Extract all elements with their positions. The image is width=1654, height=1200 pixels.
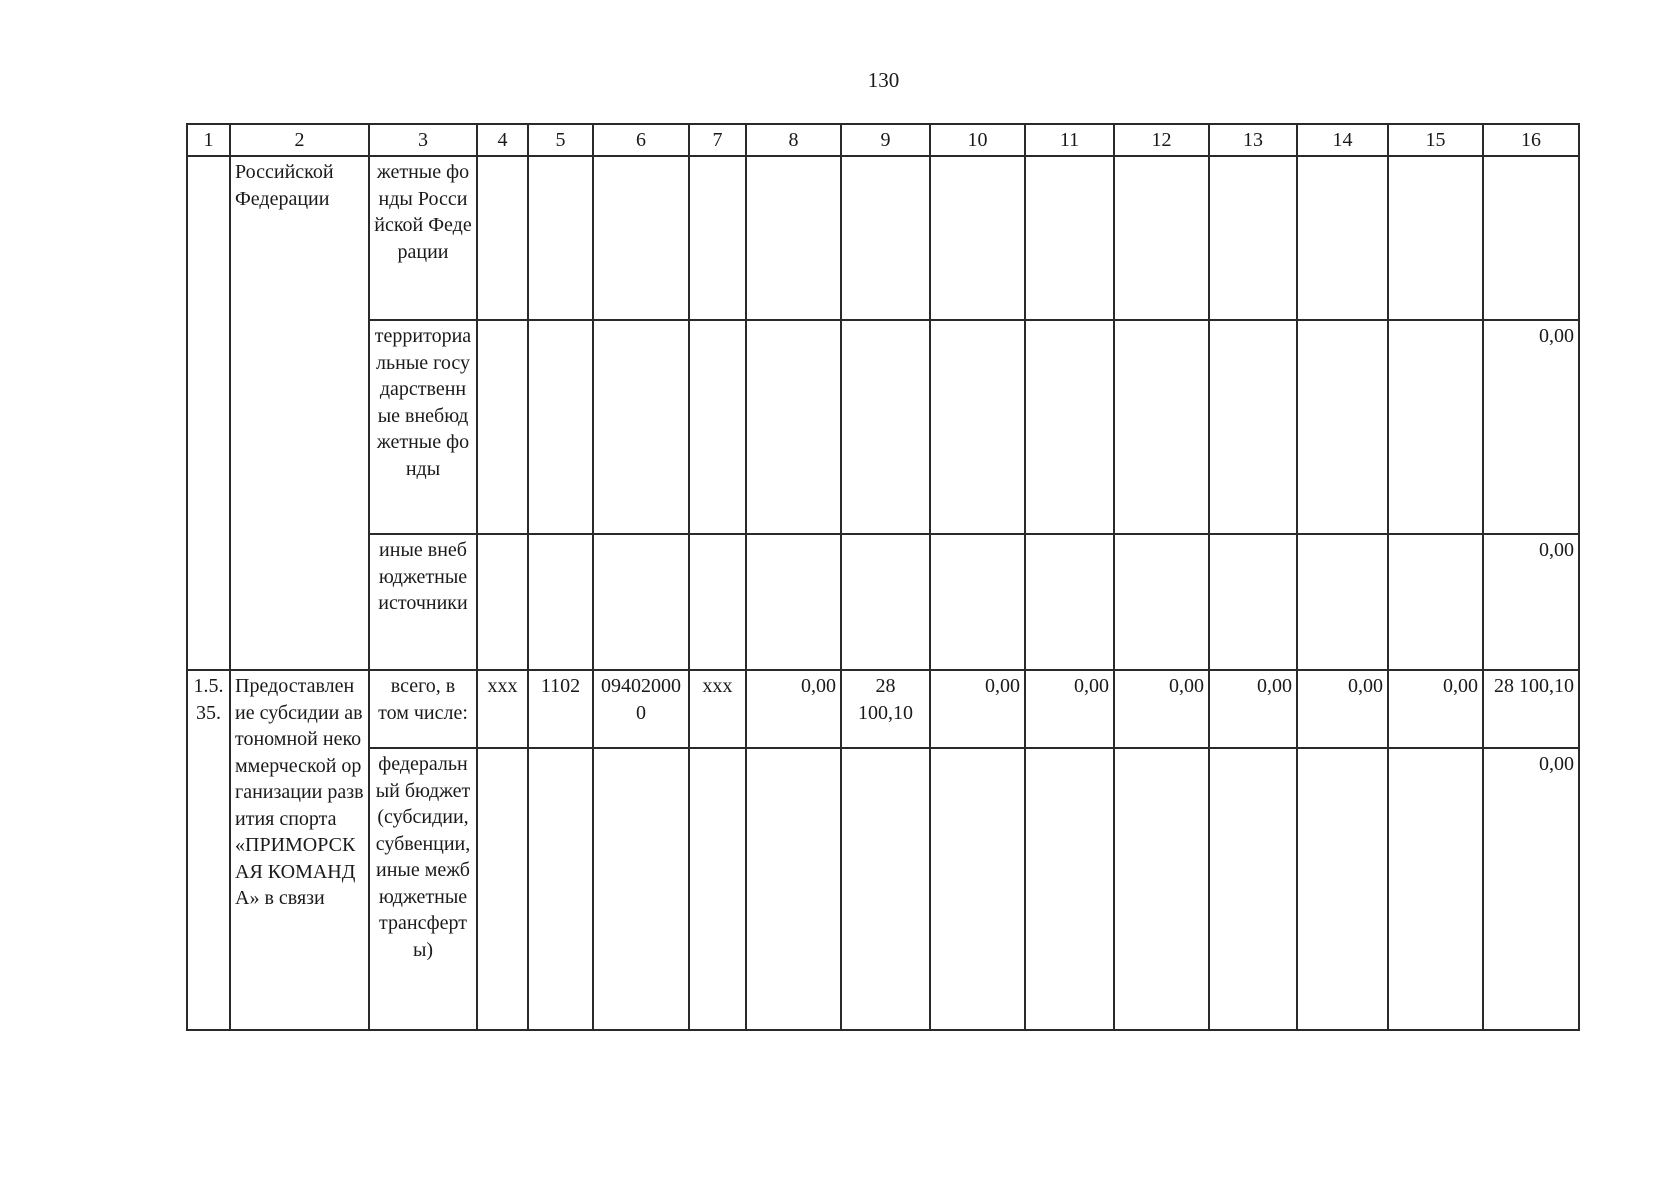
table-row [187, 748, 1579, 1030]
header-cell-5: 5 [528, 124, 593, 156]
header-cell-13: 13 [1209, 124, 1297, 156]
cell [689, 534, 746, 670]
cell [841, 320, 930, 534]
cell [1209, 320, 1297, 534]
header-cell-15: 15 [1388, 124, 1483, 156]
header-cell-14: 14 [1297, 124, 1388, 156]
cell [1388, 534, 1483, 670]
cell [1209, 156, 1297, 320]
header-cell-10: 10 [930, 124, 1025, 156]
header-cell-3: 3 [369, 124, 477, 156]
cell [1114, 156, 1209, 320]
header-cell-12: 12 [1114, 124, 1209, 156]
amount-cell: 0,00 [1114, 670, 1209, 748]
funding-source-cell: федеральный бюджет (субсидии, субвенции, иные межбюджетные трансферты) [369, 748, 477, 1030]
cell [477, 320, 528, 534]
total-cell: 28 100,10 [1483, 670, 1579, 748]
cell [746, 320, 841, 534]
cell [930, 748, 1025, 1030]
header-cell-1: 1 [187, 124, 230, 156]
cell [930, 320, 1025, 534]
cell [593, 748, 689, 1030]
cell [746, 534, 841, 670]
funding-source-cell: всего, в том числе: [369, 670, 477, 748]
cell [1297, 156, 1388, 320]
cell [689, 748, 746, 1030]
code-cell: 094020000 [593, 670, 689, 748]
cell [1025, 534, 1114, 670]
code-cell: xxx [477, 670, 528, 748]
header-cell-11: 11 [1025, 124, 1114, 156]
cell [1025, 156, 1114, 320]
amount-cell: 0,00 [1388, 670, 1483, 748]
cell [1297, 320, 1388, 534]
cell [593, 320, 689, 534]
header-cell-7: 7 [689, 124, 746, 156]
cell [930, 534, 1025, 670]
cell [930, 156, 1025, 320]
table-row [187, 320, 1579, 534]
cell [1388, 748, 1483, 1030]
budget-table [186, 123, 1580, 1031]
table-row [187, 156, 1579, 320]
cell [477, 534, 528, 670]
cell [1297, 534, 1388, 670]
header-cell-16: 16 [1483, 124, 1579, 156]
cell [528, 748, 593, 1030]
cell [1114, 320, 1209, 534]
cell [1388, 156, 1483, 320]
cell [1388, 320, 1483, 534]
funding-source-cell: жетные фонды Российской Федерации [369, 156, 477, 320]
total-cell: 0,00 [1483, 748, 1579, 1030]
code-cell: 1102 [528, 670, 593, 748]
funding-source-cell: территориальные государственные внебюджетные фонды [369, 320, 477, 534]
cell [593, 534, 689, 670]
cell [593, 156, 689, 320]
cell [1297, 748, 1388, 1030]
cell [689, 320, 746, 534]
cell [841, 534, 930, 670]
total-cell: 0,00 [1483, 320, 1579, 534]
total-cell: 0,00 [1483, 534, 1579, 670]
cell [1114, 534, 1209, 670]
amount-cell: 0,00 [1297, 670, 1388, 748]
table-row [187, 670, 1579, 748]
cell [689, 156, 746, 320]
row-number-cell: 1.5.35. [187, 670, 230, 1030]
amount-cell: 0,00 [930, 670, 1025, 748]
cell [477, 748, 528, 1030]
row-number-cell [187, 156, 230, 670]
amount-cell: 0,00 [746, 670, 841, 748]
header-cell-2: 2 [230, 124, 369, 156]
item-name-cell: Предоставление субсидии автономной некоммерческой организации развития спорта «ПРИМОРСКАЯ КОМАНДА» в связи [230, 670, 369, 1030]
funding-source-cell: иные внебюджетные источники [369, 534, 477, 670]
cell [746, 748, 841, 1030]
amount-cell: 0,00 [1025, 670, 1114, 748]
code-cell: xxx [689, 670, 746, 748]
cell [746, 156, 841, 320]
header-cell-4: 4 [477, 124, 528, 156]
cell [528, 320, 593, 534]
amount-cell: 28 100,10 [841, 670, 930, 748]
cell [528, 156, 593, 320]
cell [1209, 534, 1297, 670]
header-cell-6: 6 [593, 124, 689, 156]
cell [841, 156, 930, 320]
cell [1025, 748, 1114, 1030]
cell [1209, 748, 1297, 1030]
page-number: 130 [867, 68, 900, 92]
cell [1114, 748, 1209, 1030]
cell [841, 748, 930, 1030]
header-cell-9: 9 [841, 124, 930, 156]
amount-cell: 0,00 [1209, 670, 1297, 748]
total-cell [1483, 156, 1579, 320]
header-row [187, 124, 1579, 156]
cell [1025, 320, 1114, 534]
cell [477, 156, 528, 320]
header-cell-8: 8 [746, 124, 841, 156]
cell [528, 534, 593, 670]
table-row [187, 534, 1579, 670]
item-name-cell: Российской Федерации [230, 156, 369, 670]
